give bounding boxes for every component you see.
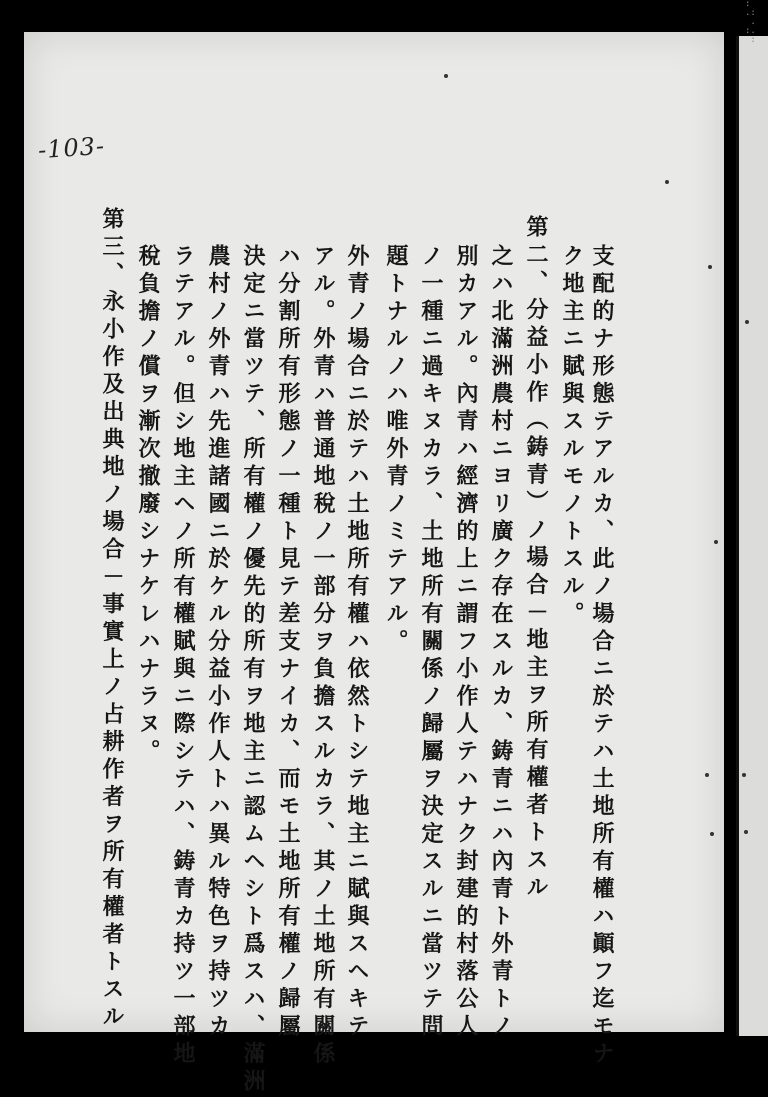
scan-speck [708,265,712,269]
text-column-5: 別カアル。內青ハ經濟的上ニ謂フ小作人テハナク封建的村落公人 [453,244,479,1042]
text-column-9: アル。外青ハ普通地稅ノ一部分ヲ負擔スルカラ、其ノ土地所有關係 [310,244,336,1069]
scan-speck [705,773,709,777]
scan-speck [665,180,669,184]
text-column-10: ハ分割所有形態ノ一種ト見テ差支ナイカ、而モ土地所有權ノ歸屬 [275,244,301,1042]
text-column-15: 第三、永小作及出典地ノ場合－事實上ノ占耕作者ヲ所有權者トスル [99,207,125,1032]
text-column-2: ク地主ニ賦與スルモノトスル。 [559,244,585,629]
text-column-6: ノ一種ニ過キヌカラ、土地所有關係ノ歸屬ヲ決定スルニ當ツテ問 [418,244,444,1042]
text-column-1: 支配的ナ形態テアルカ、此ノ場合ニ於テハ土地所有權ハ顚フ迄モナ [589,244,615,1069]
page-number: -103- [37,131,106,165]
adjacent-page-edge [736,36,768,1036]
scan-speck [744,830,748,834]
text-column-12: 農村ノ外青ハ先進諸國ニ於ケル分益小作人トハ異ル特色ヲ持ツカ [205,244,231,1042]
text-column-7: 題トナルノハ唯外青ノミテアル。 [383,244,409,657]
scan-speck [714,540,718,544]
text-column-3: 第二、分益小作（鋳青）ノ場合－地主ヲ所有權者トスル [523,215,549,903]
scan-artifact-dots: : .: . :. : [745,0,756,45]
scan-speck [742,773,746,777]
text-column-8: 外青ノ場合ニ於テハ土地所有權ハ依然トシテ地主ニ賦與スヘキテ [344,244,370,1042]
text-column-11: 決定ニ當ツテ、所有權ノ優先的所有ヲ地主ニ認ムヘシト爲スハ、滿洲 [240,244,266,1097]
text-column-14: 稅負擔ノ償ヲ漸次撤廢シナケレハナラヌ。 [135,244,161,767]
scan-speck [444,74,448,78]
text-column-13: ラテアル。但シ地主ヘノ所有權賦與ニ際シテハ、鋳青カ持ツ一部地 [170,244,196,1069]
scan-speck [745,320,749,324]
document-page [24,32,724,1032]
scan-speck [710,832,714,836]
text-column-4: 之ハ北滿洲農村ニヨリ廣ク存在スルカ、鋳青ニハ內青ト外青トノ [488,244,514,1042]
